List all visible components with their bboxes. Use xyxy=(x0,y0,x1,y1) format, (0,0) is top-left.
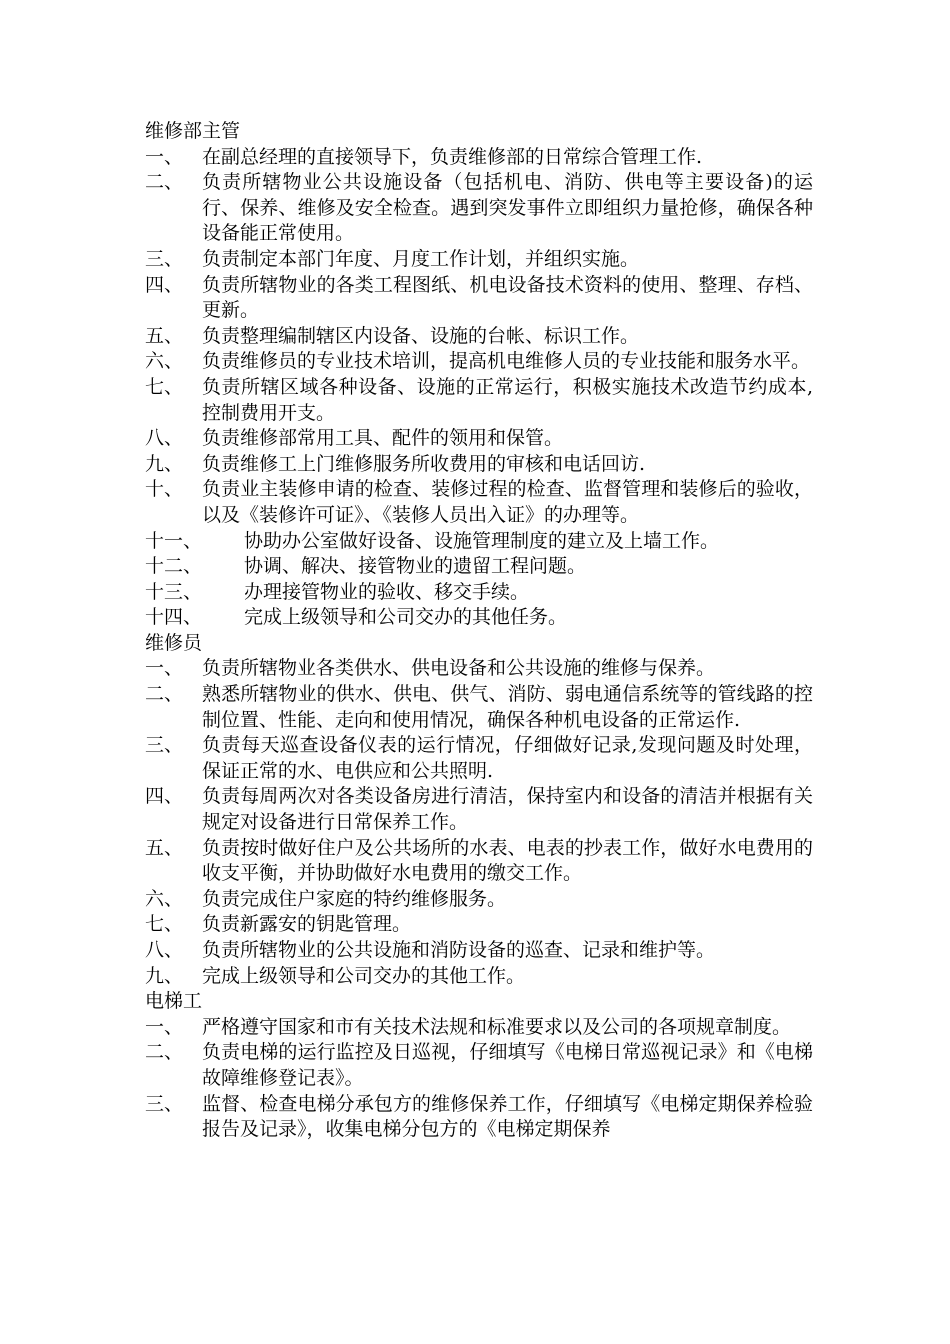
item-number: 十一、 xyxy=(145,529,203,552)
item-text: 负责所辖物业的各类工程图纸、机电设备技术资料的使用、整理、存档、更新。 xyxy=(202,273,813,322)
item-text: 负责所辖物业公共设施设备（包括机电、消防、供电等主要设备)的运行、保养、维修及安全检查。遇到突发事件立即组织力量抢修，确保各种设备能正常使用。 xyxy=(202,171,813,245)
item-number: 八、 xyxy=(145,939,184,961)
item-text: 负责每天巡查设备仪表的运行情况，仔细做好记录,发现问题及时处理，保证正常的水、电供应和公共照明. xyxy=(202,734,813,782)
list-item xyxy=(145,912,813,938)
item-number: 十二、 xyxy=(145,555,203,578)
list-item xyxy=(145,964,813,990)
list-item xyxy=(145,247,813,273)
item-text: 负责维修部常用工具、配件的领用和保管。 xyxy=(202,427,564,450)
list-item xyxy=(145,1015,813,1041)
list-item xyxy=(145,324,813,350)
list-item xyxy=(145,477,813,528)
section-title: 电梯工 xyxy=(145,990,203,1013)
section-title: 维修部主管 xyxy=(145,120,241,142)
item-number: 七、 xyxy=(145,913,184,936)
item-number: 三、 xyxy=(145,734,184,757)
item-number: 三、 xyxy=(145,1092,184,1115)
list-item xyxy=(145,375,813,426)
item-text: 负责维修员的专业技术培训，提高机电维修人员的专业技能和服务水平。 xyxy=(202,350,811,373)
list-item xyxy=(145,349,813,375)
item-number: 三、 xyxy=(145,247,184,270)
item-text: 负责所辖区域各种设备、设施的正常运行，积极实施技术改造节约成本,控制费用开支。 xyxy=(202,375,813,424)
item-number: 二、 xyxy=(145,683,184,706)
document-body xyxy=(145,119,813,1143)
item-number: 一、 xyxy=(145,1015,184,1038)
item-text: 负责完成住户家庭的特约维修服务。 xyxy=(202,887,507,910)
section-title: 维修员 xyxy=(145,631,203,654)
item-text: 办理接管物业的验收、移交手续。 xyxy=(244,580,530,603)
list-item xyxy=(145,938,813,964)
list-item xyxy=(145,836,813,887)
item-text: 负责业主装修申请的检查、装修过程的检查、监督管理和装修后的验收，以及《装修许可证》、《装修人员出入证》的办理等。 xyxy=(202,478,813,526)
list-item xyxy=(145,452,813,478)
list-item xyxy=(145,145,813,171)
item-text: 负责新露安的钥匙管理。 xyxy=(202,913,412,936)
item-number: 十三、 xyxy=(145,580,203,603)
item-number: 九、 xyxy=(145,964,184,987)
item-text: 负责按时做好住户及公共场所的水表、电表的抄表工作，做好水电费用的收支平衡，并协助做好水电费用的缴交工作。 xyxy=(202,836,813,885)
item-number: 七、 xyxy=(145,375,184,398)
list-item xyxy=(145,605,813,631)
item-number: 八、 xyxy=(145,427,184,450)
item-text: 负责整理编制辖区内设备、设施的台帐、标识工作。 xyxy=(202,324,640,347)
item-text: 负责电梯的运行监控及日巡视，仔细填写《电梯日常巡视记录》和《电梯故障维修登记表》。 xyxy=(202,1041,813,1089)
item-text: 负责所辖物业各类供水、供电设备和公共设施的维修与保养。 xyxy=(202,657,716,680)
item-text: 监督、检查电梯分承包方的维修保养工作，仔细填写《电梯定期保养检验报告及记录》，收集电梯分包方的《电梯定期保养 xyxy=(202,1092,813,1141)
item-number: 十四、 xyxy=(145,606,203,629)
item-number: 九、 xyxy=(145,452,184,475)
item-number: 五、 xyxy=(145,836,184,859)
item-number: 四、 xyxy=(145,785,184,808)
item-number: 二、 xyxy=(145,171,184,194)
item-text: 协调、解决、接管物业的遗留工程问题。 xyxy=(244,555,587,578)
item-text: 负责每周两次对各类设备房进行清洁，保持室内和设备的清洁并根据有关规定对设备进行日常保养工作。 xyxy=(202,785,813,834)
list-item xyxy=(145,733,813,784)
list-item xyxy=(145,529,813,555)
item-text: 负责维修工上门维修服务所收费用的审核和电话回访. xyxy=(202,452,646,475)
item-text: 严格遵守国家和市有关技术法规和标准要求以及公司的各项规章制度。 xyxy=(202,1015,792,1038)
item-text: 熟悉所辖物业的供水、供电、供气、消防、弱电通信系统等的管线路的控制位置、性能、走向和使用情况，确保各种机电设备的正常运作. xyxy=(202,683,813,731)
list-item xyxy=(145,554,813,580)
item-number: 十、 xyxy=(145,478,184,501)
item-number: 二、 xyxy=(145,1041,184,1064)
item-number: 六、 xyxy=(145,350,184,373)
item-number: 一、 xyxy=(145,145,184,168)
list-item xyxy=(145,1040,813,1091)
list-item xyxy=(145,656,813,682)
list-item xyxy=(145,1092,813,1143)
list-item xyxy=(145,426,813,452)
item-text: 完成上级领导和公司交办的其他任务。 xyxy=(244,606,568,629)
item-number: 四、 xyxy=(145,273,184,296)
list-item xyxy=(145,580,813,606)
item-text: 负责制定本部门年度、月度工作计划，并组织实施。 xyxy=(202,247,640,270)
item-text: 在副总经理的直接领导下，负责维修部的日常综合管理工作. xyxy=(202,145,703,168)
list-item xyxy=(145,682,813,733)
item-number: 六、 xyxy=(145,887,184,910)
item-text: 完成上级领导和公司交办的其他工作。 xyxy=(202,964,526,987)
list-item xyxy=(145,273,813,324)
item-number: 一、 xyxy=(145,657,184,680)
list-item xyxy=(145,170,813,247)
item-text: 负责所辖物业的公共设施和消防设备的巡查、记录和维护等。 xyxy=(202,939,716,961)
list-item xyxy=(145,784,813,835)
list-item xyxy=(145,887,813,913)
item-number: 五、 xyxy=(145,324,184,347)
item-text: 协助办公室做好设备、设施管理制度的建立及上墙工作。 xyxy=(244,529,720,552)
